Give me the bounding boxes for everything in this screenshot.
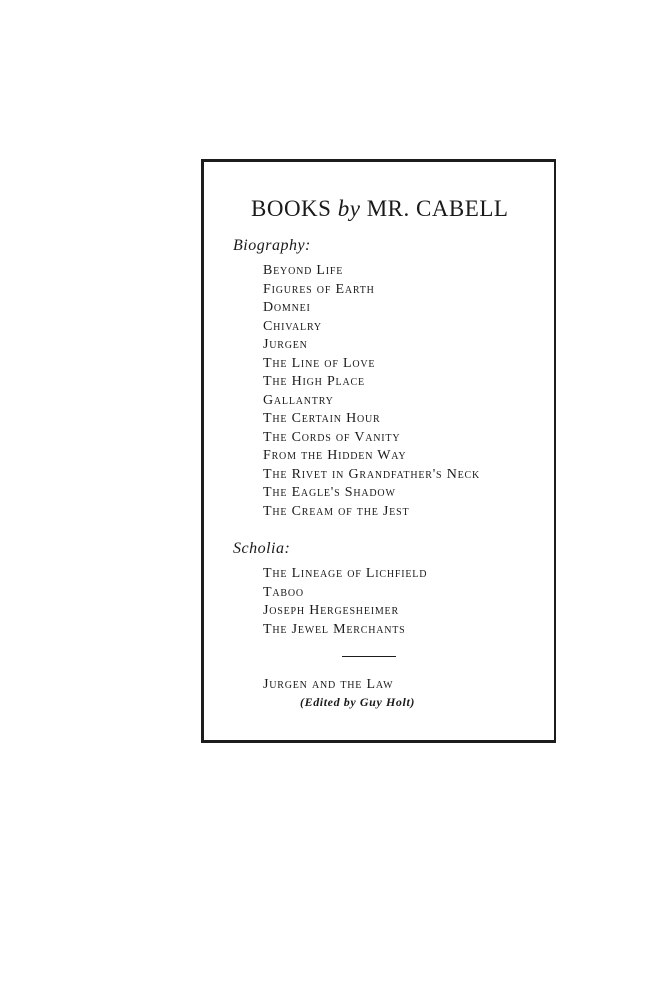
title-author: MR. CABELL (366, 196, 509, 221)
scholia-heading: Scholia: (233, 540, 291, 557)
book-title: Beyond Life (263, 263, 344, 278)
book-title: Joseph Hergesheimer (263, 603, 399, 618)
editor-note: (Edited by Guy Holt) (300, 695, 415, 709)
book-title: The Cords of Vanity (263, 429, 401, 445)
book-title: The Lineage of Lichfield (263, 566, 428, 581)
book-title: Chivalry (263, 318, 322, 334)
book-title: Domnei (263, 300, 311, 315)
section-divider (342, 656, 396, 657)
biography-heading: Biography: (233, 237, 311, 254)
biography-list (263, 262, 480, 521)
extra-book-title: Jurgen and the Law (263, 677, 394, 692)
book-title: The Line of Love (263, 355, 376, 371)
book-title: The Eagle's Shadow (263, 485, 396, 500)
book-title: From the Hidden Way (263, 448, 407, 463)
book-title: Jurgen (263, 337, 308, 352)
book-title: Figures of Earth (263, 281, 375, 297)
book-title: The High Place (263, 374, 365, 389)
book-title: The Jewel Merchants (263, 621, 406, 637)
scholia-list (263, 565, 427, 639)
books-list-frame (201, 159, 556, 743)
book-title: The Certain Hour (263, 411, 381, 426)
page-title (251, 196, 508, 222)
title-prefix: BOOKS (251, 196, 332, 221)
book-title: The Cream of the Jest (263, 503, 410, 519)
title-by: by (337, 196, 361, 221)
book-title: Taboo (263, 584, 304, 600)
book-title: The Rivet in Grandfather's Neck (263, 466, 481, 482)
book-title: Gallantry (263, 392, 334, 408)
